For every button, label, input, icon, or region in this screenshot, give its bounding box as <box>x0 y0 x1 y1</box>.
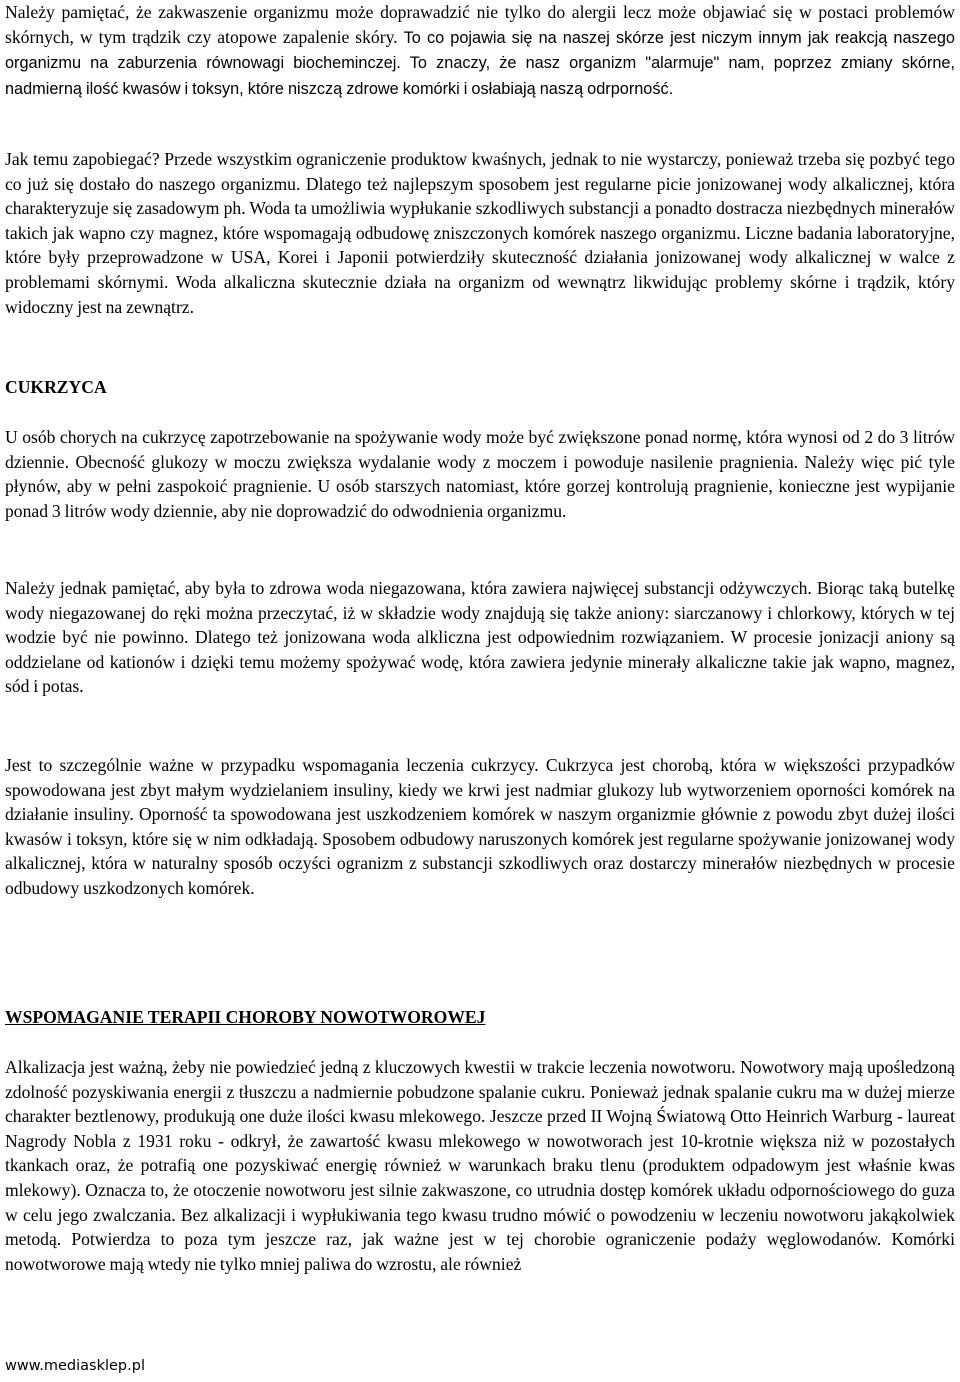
heading-cukrzyca: CUKRZYCA <box>5 377 107 397</box>
heading-nowotwor: WSPOMAGANIE TERAPII CHOROBY NOWOTWOROWEJ <box>5 1007 486 1027</box>
footer-site-url: www.mediasklep.pl <box>5 1358 145 1374</box>
paragraph-diabetes-water: U osób chorych na cukrzycę zapotrzebowanie na spożywanie wody może być zwiększone ponad normę, która wynosi od 2 do 3 litrów dziennie. Obecność glukozy w moczu zwiększa wydalanie wody z moczem i powoduje nasilenie pragnienia. Należy więc pić tyle płynów, aby w pełni zaspokoić pragnienie. U osób starszych natomiast, które gorzej kontrolują pragnienie, konieczne jest wypijanie ponad 3 litrów wody dziennie, aby nie doprowadzić do odwodnienia organizmu. <box>5 427 955 521</box>
paragraph-cancer-therapy: Alkalizacja jest ważną, żeby nie powiedzieć jedną z kluczowych kwestii w trakcie leczenia nowotworu. Nowotwory mają upośledzoną zdolność pozyskiwania energii z tłuszczu a nadmiernie pobudzone spalanie cukru. Ponieważ jednak spalanie cukru ma w dużej mierze charakter beztlenowy, produkują one duże ilości kwasu mlekowego. Jeszcze przed II Wojną Światową Otto Heinrich Warburg - laureat Nagrody Nobla z 1931 roku - odkrył, że zawartość kwasu mlekowego w nowotworach jest 10-krotnie większa niż w pozostałych tkankach oraz, że potrafią one pozyskiwać energię również w warunkach braku tlenu (produktem odpadowym jest właśnie kwas mlekowy). Oznacza to, że otoczenie nowotworu jest silnie zakwaszone, co utrudnia dostęp komórek układu odpornościowego do guza w celu jego zwalczania. Bez alkalizacji i wypłukiwania tego kwasu trudno mówić o powodzeniu w leczeniu nowotworu jakąkolwiek metodą. Potwierdza to poza tym jeszcze raz, jak ważne jest w tej chorobie ograniczenie podaży węglowodanów. Komórki nowotworowe mają wtedy nie tylko mniej paliwa do wzrostu, ale również <box>5 1057 955 1274</box>
paragraph-text-sans: To co pojawia się na naszej skórze jest niczym innym jak reakcją naszego organizmu na zaburzenia równowagi biocheminczej. To znaczy, że nasz organizm "alarmuje" nam, poprzez zmiany skórne, nadmierną ilość kwasów i toksyn, które niszczą zdrowe komórki i osłabiają naszą odrporność. <box>5 28 955 98</box>
paragraph-non-carbonated-water: Należy jednak pamiętać, aby była to zdrowa woda niegazowana, która zawiera najwięcej substancji odżywczych. Biorąc taką butelkę wody niegazowanej do ręki można przeczytać, iż w składzie wody znajdują się także aniony: siarczanowy i chlorkowy, których w tej wodzie być nie powinno. Dlatego też jonizowana woda alkliczna jest odpowiednim rozwiązaniem. W procesie jonizacji aniony są oddzielane od kationów i dzięki temu możemy spożywać wodę, która zawiera jedynie minerały alkaliczne takie jak wapno, magnez, sód i potas. <box>5 578 955 697</box>
paragraph-skin-acidification <box>5 0 955 101</box>
paragraph-text: Należy pamiętać, że zakwaszenie organizmu może doprawadzić nie tylko do alergii lecz może objawiać się w postaci problemów skórnych, w tym trądzik czy atopowe zapalenie skóry. <box>5 2 955 47</box>
paragraph-prevention: Jak temu zapobiegać? Przede wszystkim ograniczenie produktow kwaśnych, jednak to nie wystarczy, ponieważ trzeba się pozbyć tego co już się dostało do naszego organizmu. Dlatego też najlepszym sposobem jest regularne picie jonizowanej wody alkalicznej, która charakteryzuje się zasadowym ph. Woda ta umożliwia wypłukanie szkodliwych substancji a ponadto dostracza niezbędnych minerałów takich jak wapno czy magnez, które wspomagają odbudowę zniszczonych komórek naszego organizmu. Liczne badania laboratoryjne, które były przeprowadzone w USA, Korei i Japonii potwierdziły skuteczność działania jonizowanej wody alkalicznej w walce z problemami skórnymi. Woda alkaliczna skutecznie działa na organizm od wewnątrz likwidując problemy skórne i trądzik, który widoczny jest na zewnątrz. <box>5 149 955 317</box>
paragraph-diabetes-support: Jest to szczególnie ważne w przypadku wspomagania leczenia cukrzycy. Cukrzyca jest chorobą, która w większości przypadków spowodowana jest zbyt małym wydzielaniem insuliny, kiedy we krwi jest nadmiar glukozy lub wytworzeniem oporności komórek na działanie insuliny. Oporność ta spowodowana jest uszkodzeniem komórek w naszym organizmie głównie z powodu zbyt dużej ilości kwasów i toksyn, które się w nim odkładają. Sposobem odbudowy naruszonych komórek jest regularne spożywanie jonizowanej wody alkalicznej, która w naturalny sposób oczyści ogranizm z substancji szkodliwych oraz dostarczy minerałów niezbędnych w procesie odbudowy uszkodzonych komórek. <box>5 755 955 898</box>
